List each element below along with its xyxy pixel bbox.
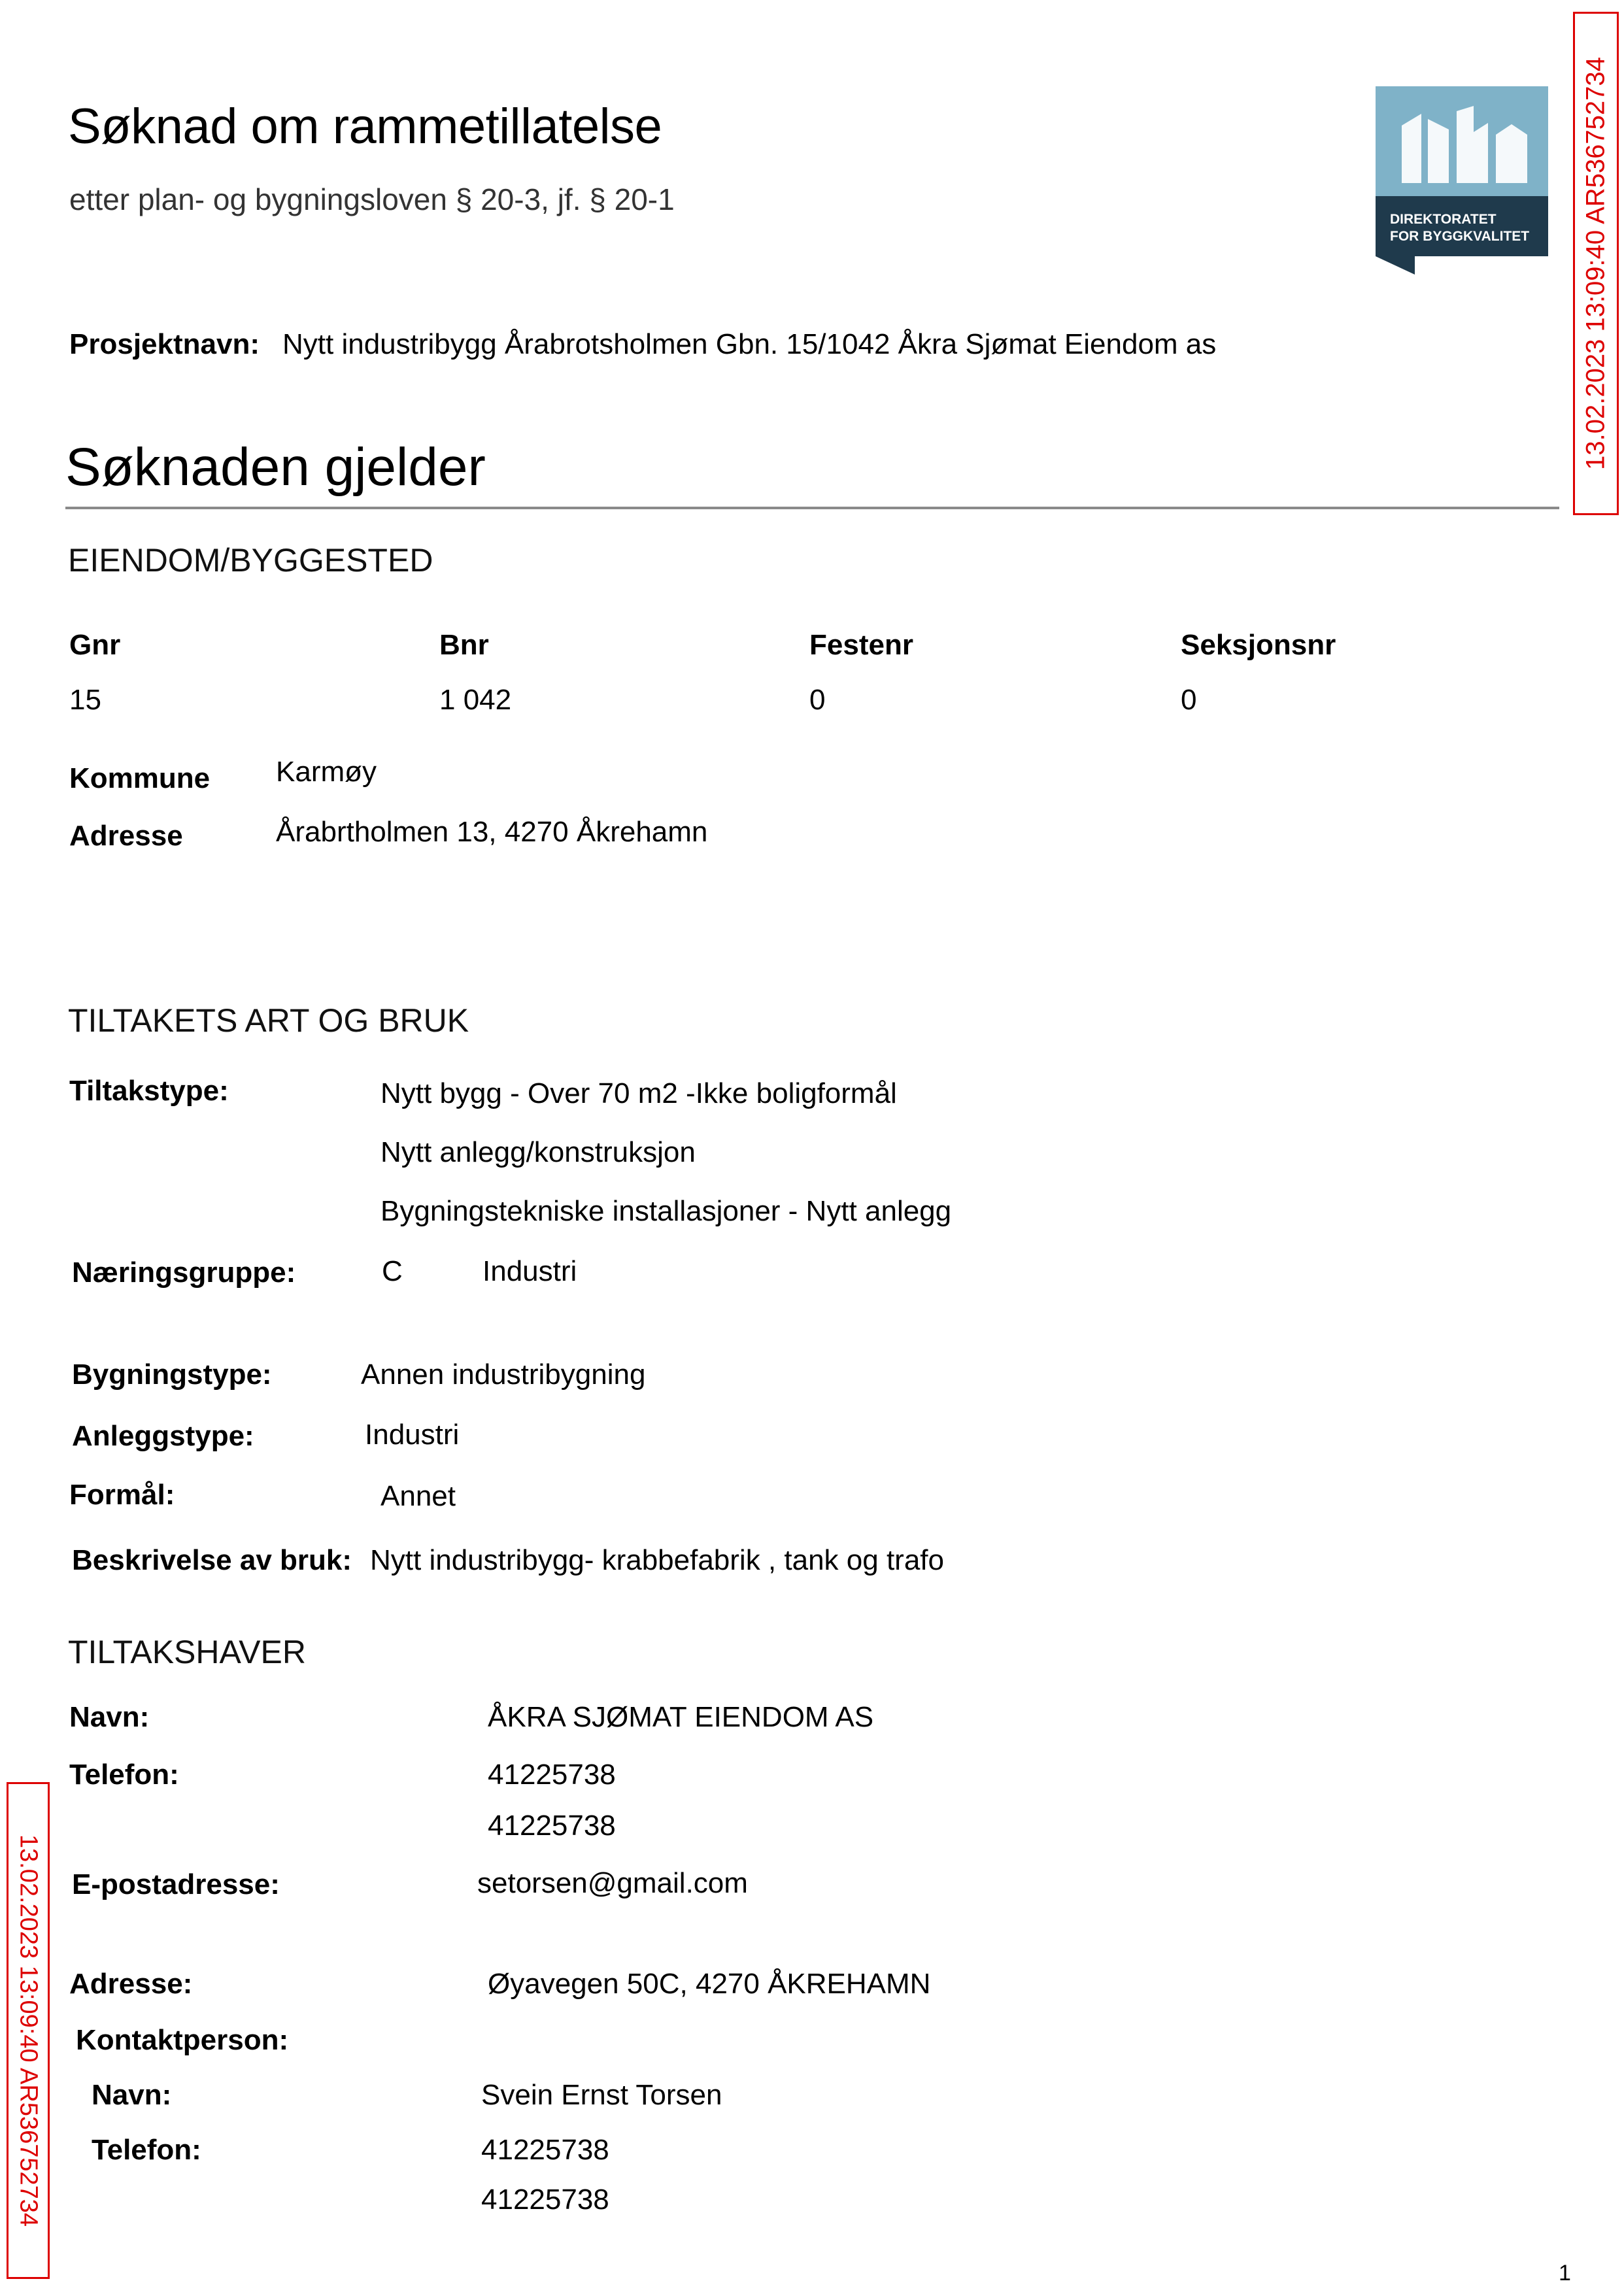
page-title: Søknad om rammetillatelse (68, 99, 662, 154)
section-heading: Søknaden gjelder (65, 437, 486, 497)
kontakt-navn-value: Svein Ernst Torsen (481, 2079, 722, 2111)
page-subtitle: etter plan- og bygningsloven § 20-3, jf. § 20-1 (69, 182, 675, 216)
festenr-value: 0 (809, 684, 826, 716)
navn-label: Navn: (69, 1701, 150, 1733)
receipt-stamp-bottom (7, 1782, 50, 2279)
epost-label: E-postadresse: (72, 1868, 280, 1900)
eiendom-heading: EIENDOM/BYGGESTED (68, 542, 433, 579)
stamp-text-bottom: 13.02.2023 13:09:40 AR536752734 (14, 1834, 42, 2227)
kommune-label: Kommune (69, 762, 211, 794)
navn-value: ÅKRA SJØMAT EIENDOM AS (488, 1701, 874, 1733)
tiltakshaver-adresse-value: Øyavegen 50C, 4270 ÅKREHAMN (488, 1968, 931, 2000)
kontakt-telefon-label: Telefon: (92, 2134, 201, 2166)
kontakt-telefon-value: 41225738 (481, 2184, 609, 2216)
naeringsgruppe-code: C (382, 1255, 403, 1287)
bnr-value: 1 042 (439, 684, 512, 716)
formaal-value: Annet (381, 1480, 456, 1512)
tiltakstype-item: Nytt bygg - Over 70 m2 -Ikke boligformål (381, 1077, 897, 1109)
page-number: 1 (1559, 2261, 1571, 2286)
naeringsgruppe-label: Næringsgruppe: (72, 1257, 296, 1289)
tiltakstype-item: Nytt anlegg/konstruksjon (381, 1136, 696, 1168)
naeringsgruppe-value: Industri (482, 1255, 577, 1287)
receipt-stamp-top (1573, 12, 1619, 515)
project-label: Prosjektnavn: (69, 328, 260, 360)
formaal-label: Formål: (69, 1479, 175, 1511)
seksjonsnr-value: 0 (1181, 684, 1197, 716)
tiltakshaver-heading: TILTAKSHAVER (68, 1634, 306, 1670)
bygningstype-label: Bygningstype: (72, 1358, 272, 1391)
seksjonsnr-label: Seksjonsnr (1181, 629, 1336, 661)
adresse-label: Adresse (69, 820, 183, 852)
anleggstype-value: Industri (365, 1419, 460, 1451)
kommune-value: Karmøy (276, 756, 377, 788)
beskrivelse-label: Beskrivelse av bruk: (72, 1544, 352, 1576)
stamp-text-top: 13.02.2023 13:09:40 AR536752734 (1581, 57, 1610, 470)
dibk-logo-mark (1376, 86, 1548, 275)
bygningstype-value: Annen industribygning (361, 1358, 646, 1391)
beskrivelse-value: Nytt industribygg- krabbefabrik , tank og trafo (370, 1544, 944, 1576)
epost-value: setorsen@gmail.com (477, 1867, 748, 1899)
logo-line1: DIREKTORATET (1390, 212, 1497, 227)
dibk-logo (1376, 86, 1548, 278)
kontaktperson-label: Kontaktperson: (76, 2024, 289, 2056)
tiltakshaver-adresse-label: Adresse: (69, 1968, 193, 2000)
anleggstype-label: Anleggstype: (72, 1420, 254, 1452)
project-value: Nytt industribygg Årabrotsholmen Gbn. 15/1042 Åkra Sjømat Eiendom as (282, 328, 1217, 360)
adresse-value: Årabrtholmen 13, 4270 Åkrehamn (276, 816, 708, 848)
logo-line2: FOR BYGGKVALITET (1390, 229, 1530, 244)
tiltakstype-item: Bygningstekniske installasjoner - Nytt anlegg (381, 1195, 952, 1227)
bnr-label: Bnr (439, 629, 489, 661)
telefon-value: 41225738 (488, 1759, 616, 1791)
tiltak-heading: TILTAKETS ART OG BRUK (68, 1002, 469, 1039)
section-divider (65, 507, 1559, 509)
tiltakstype-label: Tiltakstype: (69, 1075, 229, 1107)
telefon-label: Telefon: (69, 1759, 179, 1791)
telefon-value: 41225738 (488, 1810, 616, 1842)
kontakt-telefon-value: 41225738 (481, 2134, 609, 2166)
gnr-value: 15 (69, 684, 101, 716)
gnr-label: Gnr (69, 629, 121, 661)
festenr-label: Festenr (809, 629, 913, 661)
kontakt-navn-label: Navn: (92, 2079, 172, 2111)
